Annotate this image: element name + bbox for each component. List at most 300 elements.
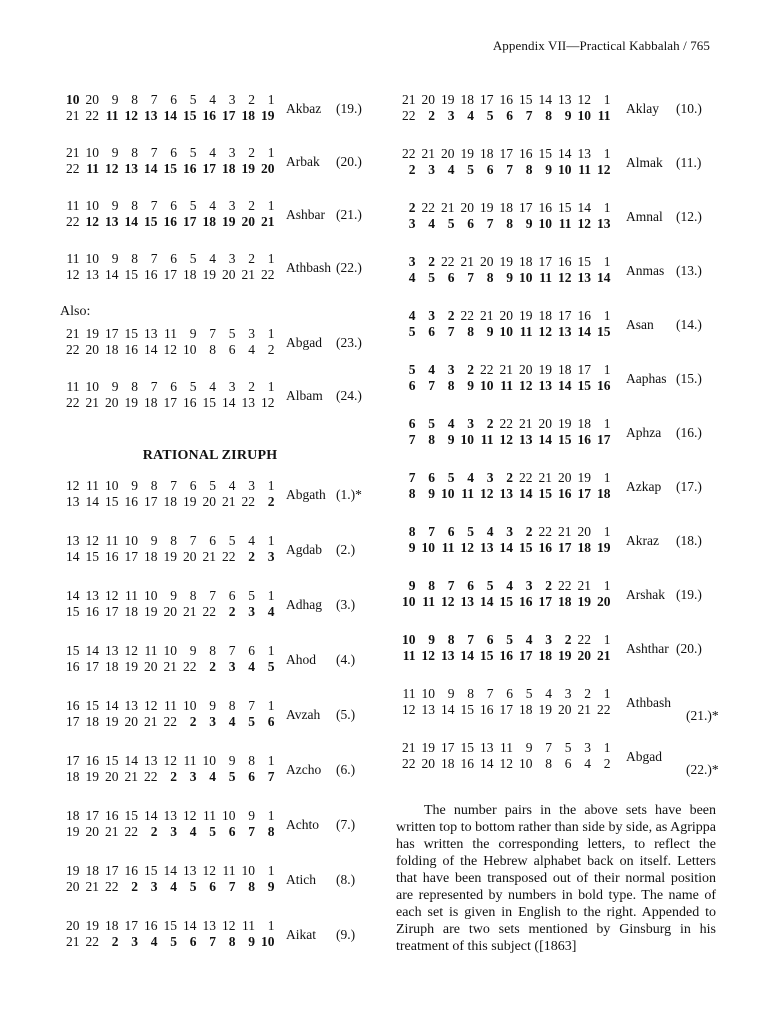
set-number: (13.) <box>676 263 702 278</box>
transposed-number: 18 <box>222 161 236 176</box>
number: 6 <box>170 379 177 394</box>
number: 22 <box>144 769 158 784</box>
set-name: Adhag <box>286 597 322 612</box>
transposed-number: 7 <box>428 378 435 393</box>
upper-row <box>396 362 611 378</box>
number: 1 <box>267 753 275 768</box>
number: 21 <box>222 494 236 509</box>
set-number: (20.) <box>676 641 702 656</box>
number: 17 <box>441 740 455 755</box>
number-pairs <box>396 92 611 124</box>
transposed-number: 10 <box>538 216 552 231</box>
also-label: Also: <box>60 304 91 319</box>
transposed-number: 18 <box>241 108 255 123</box>
number: 22 <box>597 702 611 717</box>
transposed-number: 12 <box>499 432 513 447</box>
number: 14 <box>480 756 494 771</box>
number: 21 <box>402 740 416 755</box>
number: 10 <box>124 533 138 548</box>
transposed-number: 2 <box>545 578 552 593</box>
transposed-number: 10 <box>441 486 455 501</box>
transposed-number: 15 <box>499 594 513 609</box>
number: 22 <box>66 342 80 357</box>
transposed-number: 16 <box>202 108 216 123</box>
transposed-number: 18 <box>577 540 591 555</box>
number: 13 <box>558 92 572 107</box>
transposed-number: 14 <box>577 324 591 339</box>
number: 16 <box>85 604 99 619</box>
upper-row <box>396 92 611 108</box>
set-number: (21.)* <box>686 708 719 723</box>
transposed-number: 4 <box>428 362 435 377</box>
number: 13 <box>480 740 494 755</box>
number: 22 <box>460 308 474 323</box>
number: 22 <box>402 146 416 161</box>
number: 10 <box>183 698 197 713</box>
number-pairs <box>60 588 275 620</box>
number: 21 <box>558 524 572 539</box>
number: 16 <box>460 756 474 771</box>
number: 15 <box>66 604 80 619</box>
number: 16 <box>558 254 572 269</box>
number: 15 <box>124 326 138 341</box>
transposed-number: 16 <box>183 161 197 176</box>
number: 15 <box>144 863 158 878</box>
number: 8 <box>131 198 138 213</box>
transposed-number: 2 <box>189 714 197 729</box>
number: 21 <box>499 362 513 377</box>
transposed-number: 10 <box>499 324 513 339</box>
transposed-number: 11 <box>558 216 572 231</box>
number: 4 <box>584 756 591 771</box>
set-number: (19.) <box>676 587 702 602</box>
transposed-number: 3 <box>447 362 455 377</box>
number: 9 <box>111 379 119 394</box>
number: 15 <box>460 702 474 717</box>
number: 20 <box>124 714 138 729</box>
transposed-number: 9 <box>248 934 255 949</box>
transposed-number: 9 <box>506 270 513 285</box>
number: 17 <box>66 714 80 729</box>
number: 22 <box>558 578 572 593</box>
transposed-number: 17 <box>202 161 216 176</box>
transposed-number: 18 <box>538 648 552 663</box>
transposed-number: 3 <box>267 549 275 564</box>
number: 22 <box>241 494 255 509</box>
transposed-number: 7 <box>467 270 474 285</box>
number: 1 <box>267 808 275 823</box>
number: 1 <box>603 200 611 215</box>
set-name: Aaphas <box>626 371 667 386</box>
number: 2 <box>267 342 275 357</box>
number: 8 <box>150 478 158 493</box>
number: 3 <box>228 198 236 213</box>
set-number: (7.) <box>336 817 356 832</box>
set-number: (12.) <box>676 209 702 224</box>
transposed-number: 3 <box>447 108 455 123</box>
number: 12 <box>85 533 99 548</box>
set-number: (24.) <box>336 388 362 403</box>
number: 7 <box>248 698 255 713</box>
transposed-number: 2 <box>228 604 236 619</box>
transposed-number: 15 <box>538 486 552 501</box>
transposed-number: 10 <box>558 162 572 177</box>
ziruph-set-arshak <box>396 578 716 632</box>
number: 7 <box>150 92 158 107</box>
set-number: (14.) <box>676 317 702 332</box>
transposed-number: 4 <box>506 578 513 593</box>
number: 21 <box>538 470 552 485</box>
lower-row <box>60 214 275 230</box>
number: 21 <box>241 267 255 282</box>
transposed-number: 13 <box>144 108 158 123</box>
number: 16 <box>499 92 513 107</box>
number: 3 <box>228 379 236 394</box>
transposed-number: 14 <box>460 648 474 663</box>
ziruph-set-asan <box>396 308 716 362</box>
transposed-number: 9 <box>408 540 416 555</box>
number: 3 <box>228 145 236 160</box>
number: 6 <box>248 643 255 658</box>
number: 2 <box>248 92 255 107</box>
transposed-number: 7 <box>209 934 216 949</box>
number: 20 <box>558 470 572 485</box>
number: 9 <box>150 533 158 548</box>
number: 13 <box>421 702 435 717</box>
transposed-number: 10 <box>402 594 416 609</box>
transposed-number: 18 <box>558 594 572 609</box>
number: 18 <box>519 702 533 717</box>
number: 19 <box>66 824 80 839</box>
transposed-number: 19 <box>577 594 591 609</box>
transposed-number: 12 <box>519 378 533 393</box>
number: 5 <box>248 588 255 603</box>
set-name: Albam <box>286 388 323 403</box>
transposed-number: 7 <box>428 524 435 539</box>
number: 14 <box>183 918 197 933</box>
number: 19 <box>558 416 572 431</box>
transposed-number: 10 <box>460 432 474 447</box>
transposed-number: 4 <box>447 162 455 177</box>
number: 13 <box>124 698 138 713</box>
number: 22 <box>124 824 138 839</box>
transposed-number: 3 <box>189 769 197 784</box>
set-name: Agdab <box>286 542 322 557</box>
set-number: (22.) <box>336 260 362 275</box>
number: 18 <box>163 494 177 509</box>
transposed-number: 11 <box>441 540 455 555</box>
transposed-number: 5 <box>486 108 494 123</box>
transposed-number: 12 <box>558 270 572 285</box>
transposed-number: 9 <box>486 324 494 339</box>
transposed-number: 19 <box>558 648 572 663</box>
transposed-number: 12 <box>597 162 611 177</box>
number: 15 <box>85 549 99 564</box>
number: 20 <box>85 824 99 839</box>
transposed-number: 9 <box>428 632 435 647</box>
number: 5 <box>189 251 197 266</box>
lower-row <box>60 549 275 565</box>
number: 5 <box>564 740 572 755</box>
upper-row <box>60 326 275 342</box>
transposed-number: 4 <box>486 524 494 539</box>
set-number: (23.) <box>336 335 362 350</box>
transposed-number: 14 <box>519 486 533 501</box>
number: 13 <box>105 643 119 658</box>
transposed-number: 3 <box>209 714 216 729</box>
number: 15 <box>202 395 216 410</box>
transposed-number: 17 <box>577 486 591 501</box>
ziruph-set-aaphas <box>396 362 716 416</box>
number: 1 <box>603 470 611 485</box>
transposed-number: 19 <box>241 161 255 176</box>
number: 5 <box>189 92 197 107</box>
transposed-number: 6 <box>486 162 494 177</box>
number: 19 <box>421 740 435 755</box>
number: 9 <box>248 808 255 823</box>
transposed-number: 8 <box>506 216 513 231</box>
set-name: Almak <box>626 155 663 170</box>
explanatory-paragraph: The number pairs in the above sets have been written top to bottom rather than side by side, as Agrippa has written the corresponding letters, to reflect the folding of the Hebrew alphabet back on itself. Letters that have been transposed out of their normal position are represented by numbers in bold type. The name of each set is given in English to the right. Appended to Ziruph are two sets mentioned by Ginsburg in his treatment of this subject ([1863] <box>396 803 716 954</box>
number: 17 <box>66 753 80 768</box>
transposed-number: 6 <box>486 632 494 647</box>
section-title: RATIONAL ZIRUPH <box>142 448 278 463</box>
set-number: (3.) <box>336 597 356 612</box>
number: 14 <box>163 863 177 878</box>
transposed-number: 2 <box>131 879 138 894</box>
transposed-number: 11 <box>578 162 591 177</box>
transposed-number: 21 <box>261 214 275 229</box>
transposed-number: 3 <box>228 659 236 674</box>
transposed-number: 10 <box>519 270 533 285</box>
set-number: (16.) <box>676 425 702 440</box>
right-column <box>396 92 719 955</box>
number: 4 <box>228 478 236 493</box>
number: 12 <box>66 478 80 493</box>
upper-row <box>60 753 275 769</box>
number: 22 <box>480 362 494 377</box>
number: 14 <box>144 342 158 357</box>
transposed-number: 16 <box>163 214 177 229</box>
number: 2 <box>584 686 591 701</box>
set-name: Avzah <box>286 707 321 722</box>
transposed-number: 4 <box>408 270 416 285</box>
transposed-number: 13 <box>538 378 552 393</box>
lower-row <box>60 934 275 950</box>
ziruph-set-albam <box>60 379 380 432</box>
number: 20 <box>202 494 216 509</box>
number: 15 <box>124 808 138 823</box>
number: 17 <box>105 863 119 878</box>
number: 4 <box>209 251 216 266</box>
number: 20 <box>460 200 474 215</box>
transposed-number: 6 <box>408 378 416 393</box>
number-pairs <box>396 254 611 286</box>
transposed-number: 6 <box>408 416 416 431</box>
upper-row <box>60 379 275 395</box>
number: 22 <box>85 934 99 949</box>
transposed-number: 4 <box>267 604 275 619</box>
ziruph-sets-also <box>60 326 380 432</box>
transposed-number: 11 <box>422 594 435 609</box>
rational-ziruph-sets <box>60 478 380 973</box>
lower-row <box>396 162 611 178</box>
number: 22 <box>441 254 455 269</box>
transposed-number: 8 <box>486 270 494 285</box>
upper-row <box>60 808 275 824</box>
transposed-number: 7 <box>408 470 416 485</box>
transposed-number: 8 <box>248 879 255 894</box>
number: 10 <box>241 863 255 878</box>
set-name: Ashthar <box>626 641 669 656</box>
number: 16 <box>538 200 552 215</box>
number: 4 <box>209 92 216 107</box>
number: 10 <box>85 379 99 394</box>
number: 6 <box>170 198 177 213</box>
number: 14 <box>66 588 80 603</box>
number: 16 <box>124 494 138 509</box>
number: 9 <box>209 698 216 713</box>
number: 21 <box>402 92 416 107</box>
transposed-number: 8 <box>545 108 552 123</box>
number: 8 <box>228 698 236 713</box>
set-number: (6.) <box>336 762 356 777</box>
transposed-number: 7 <box>248 824 255 839</box>
number: 7 <box>150 145 158 160</box>
number-pairs <box>60 808 275 840</box>
number: 9 <box>111 251 119 266</box>
number: 16 <box>105 549 119 564</box>
number: 19 <box>519 308 533 323</box>
set-number: (17.) <box>676 479 702 494</box>
number: 2 <box>248 379 255 394</box>
number: 21 <box>85 879 99 894</box>
number: 10 <box>183 342 197 357</box>
number: 13 <box>66 533 80 548</box>
number-pairs <box>60 251 275 283</box>
transposed-number: 8 <box>447 632 455 647</box>
transposed-number: 3 <box>486 470 494 485</box>
ziruph-set-abgad2 <box>396 740 719 794</box>
transposed-number: 5 <box>447 470 455 485</box>
number: 15 <box>538 146 552 161</box>
number: 20 <box>577 524 591 539</box>
transposed-number: 16 <box>558 486 572 501</box>
transposed-number: 6 <box>209 879 216 894</box>
transposed-number: 7 <box>408 432 416 447</box>
transposed-number: 10 <box>480 378 494 393</box>
number: 21 <box>66 326 80 341</box>
transposed-number: 12 <box>421 648 435 663</box>
transposed-number: 2 <box>267 494 275 509</box>
left-column <box>60 92 380 973</box>
transposed-number: 5 <box>209 824 216 839</box>
number: 20 <box>222 267 236 282</box>
number: 12 <box>183 808 197 823</box>
transposed-number: 10 <box>577 108 591 123</box>
transposed-number: 11 <box>105 108 119 123</box>
transposed-number: 9 <box>267 879 275 894</box>
number: 14 <box>558 146 572 161</box>
upper-row <box>60 643 275 659</box>
number: 17 <box>558 308 572 323</box>
number: 11 <box>242 918 255 933</box>
set-number: (21.) <box>336 207 362 222</box>
number: 6 <box>170 92 177 107</box>
transposed-number: 8 <box>428 432 435 447</box>
number: 20 <box>144 659 158 674</box>
number: 21 <box>85 395 99 410</box>
transposed-number: 20 <box>577 648 591 663</box>
number: 19 <box>441 92 455 107</box>
transposed-number: 4 <box>447 416 455 431</box>
set-name: Aphza <box>626 425 662 440</box>
transposed-number: 20 <box>241 214 255 229</box>
number: 2 <box>248 198 255 213</box>
transposed-number: 11 <box>539 270 552 285</box>
transposed-number: 9 <box>408 578 416 593</box>
transposed-number: 6 <box>189 934 197 949</box>
upper-row <box>396 632 611 648</box>
transposed-number: 19 <box>597 540 611 555</box>
transposed-number: 4 <box>189 824 197 839</box>
transposed-number: 11 <box>461 486 474 501</box>
transposed-number: 2 <box>111 934 119 949</box>
transposed-number: 2 <box>248 549 255 564</box>
set-number: (20.) <box>336 154 362 169</box>
number: 15 <box>519 92 533 107</box>
number: 7 <box>209 588 216 603</box>
upper-row <box>396 308 611 324</box>
transposed-number: 9 <box>447 432 455 447</box>
number: 18 <box>460 92 474 107</box>
number: 16 <box>144 267 158 282</box>
number: 18 <box>105 659 119 674</box>
number: 16 <box>124 342 138 357</box>
transposed-number: 4 <box>209 769 216 784</box>
number: 19 <box>124 395 138 410</box>
number: 6 <box>170 251 177 266</box>
ziruph-set-avzah <box>60 698 380 753</box>
number: 20 <box>421 92 435 107</box>
number: 7 <box>150 379 158 394</box>
number: 6 <box>170 145 177 160</box>
number: 8 <box>209 643 216 658</box>
number: 14 <box>105 698 119 713</box>
number: 9 <box>170 588 177 603</box>
transposed-number: 14 <box>499 540 513 555</box>
ziruph-set-azcho <box>60 753 380 808</box>
transposed-number: 7 <box>525 108 533 123</box>
transposed-number: 11 <box>597 108 611 123</box>
transposed-number: 2 <box>467 362 474 377</box>
number: 13 <box>202 918 216 933</box>
set-number: (10.) <box>676 101 702 116</box>
number: 5 <box>228 533 236 548</box>
number: 17 <box>577 362 591 377</box>
lower-row <box>60 659 275 675</box>
transposed-number: 4 <box>248 659 255 674</box>
number-pairs <box>60 478 275 510</box>
number: 14 <box>577 200 591 215</box>
number: 16 <box>519 146 533 161</box>
lower-row <box>60 714 275 730</box>
transposed-number: 20 <box>261 161 275 176</box>
number: 4 <box>209 379 216 394</box>
number-pairs <box>60 918 275 950</box>
number-pairs <box>396 416 611 448</box>
set-name: Abgath <box>286 487 326 502</box>
